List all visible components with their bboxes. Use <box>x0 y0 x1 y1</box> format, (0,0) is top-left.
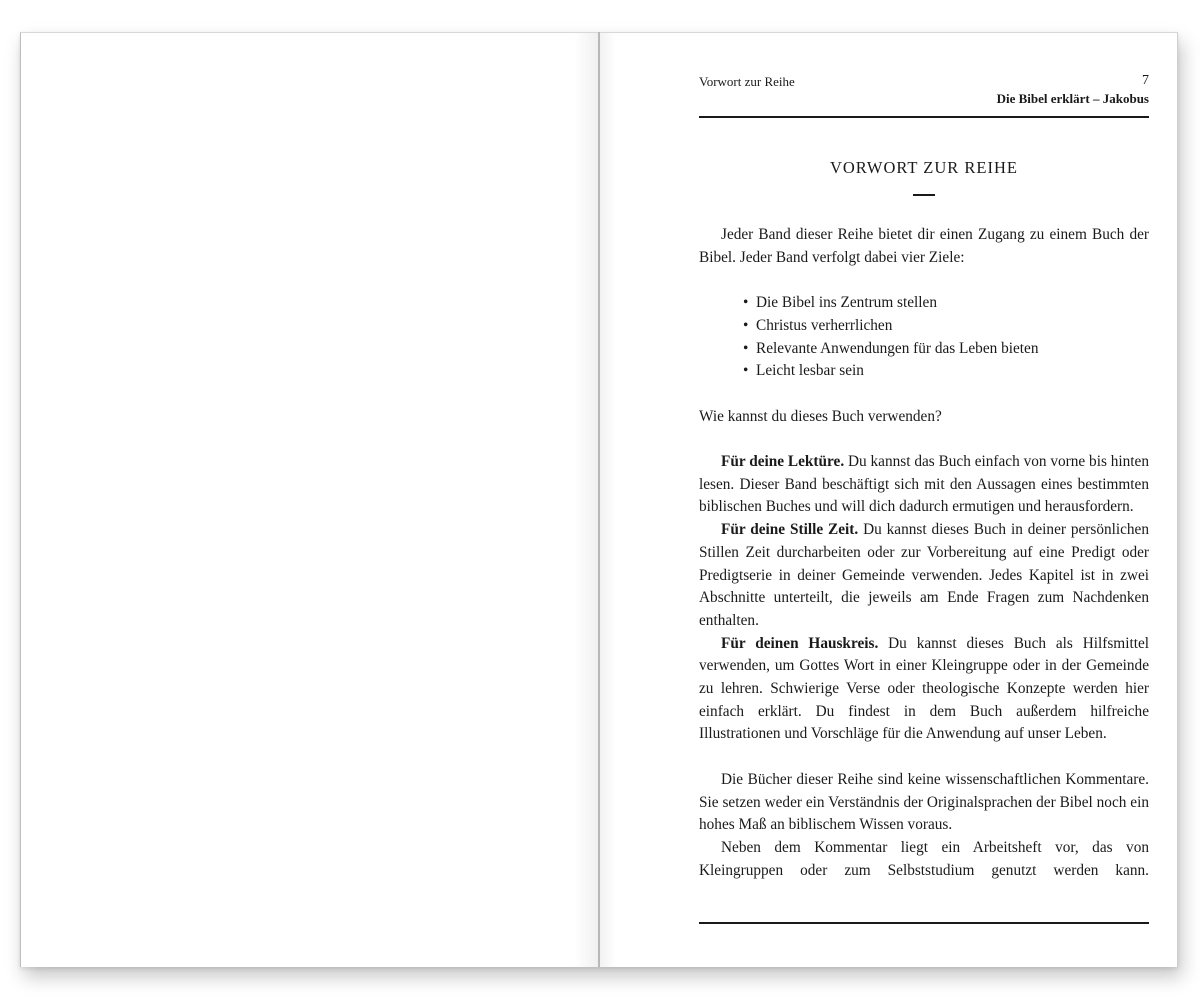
right-page-gutter-shadow <box>600 33 616 967</box>
bullet-icon: • <box>743 316 749 334</box>
paragraph-spacer <box>699 383 1149 406</box>
left-page <box>20 32 598 967</box>
header-rule <box>699 116 1149 118</box>
goals-list <box>699 292 1149 383</box>
paragraph-spacer <box>699 428 1149 451</box>
book-spread <box>20 32 1178 967</box>
goal-item <box>743 315 1149 338</box>
goal-text: Leicht lesbar sein <box>756 362 864 380</box>
paragraph-spacer <box>699 746 1149 769</box>
goal-text: Relevante Anwendungen für das Leben bieten <box>756 339 1039 357</box>
running-head-section: Vorwort zur Reihe <box>699 74 795 89</box>
goal-item <box>743 292 1149 315</box>
goal-item <box>743 360 1149 383</box>
running-head <box>699 73 1149 113</box>
left-page-gutter-shadow <box>574 33 598 967</box>
bullet-icon: • <box>743 362 749 380</box>
use-text: Du kannst dieses Buch als Hilfsmittel verwenden, um Gottes Wort in einer Kleingruppe oder in der Gemeinde zu lehren. Schwierige Verse oder theologische Konzepte werden hier einfach erklärt. Du findest in dem Buch außerdem hilfreiche Illustrationen und Vorschläge für die Anwendung auf unser Leben. <box>699 634 1149 743</box>
intro-paragraph: Jeder Band dieser Reihe bietet dir einen Zugang zu einem Buch der Bibel. Jeder Band verfolgt dabei vier Ziele: <box>699 226 1149 266</box>
title-ornament-dash <box>913 194 935 196</box>
question-paragraph: Wie kannst du dieses Buch verwenden? <box>699 407 942 425</box>
bullet-icon: • <box>743 294 749 312</box>
use-heading: Für deine Stille Zeit. <box>721 521 859 539</box>
goal-text: Christus verherrlichen <box>756 316 893 334</box>
right-page <box>600 32 1178 967</box>
use-heading: Für deinen Hauskreis. <box>721 634 879 652</box>
bullet-icon: • <box>743 339 749 357</box>
use-text: Du kannst dieses Buch in deiner persönlichen Stillen Zeit durcharbeiten oder zur Vorbereitung auf eine Predigt oder Predigtserie in deiner Gemeinde verwenden. Jedes Kapitel ist in zwei Abschnitte unterteilt, die jeweils am Ende Fragen zum Nachdenken enthalten. <box>699 521 1149 629</box>
goal-text: Die Bibel ins Zentrum stellen <box>756 294 937 312</box>
use-paragraph-quiet-time <box>699 519 1149 633</box>
closing-paragraph: Neben dem Kommentar liegt ein Arbeitsheft vor, das von Kleingruppen oder zum Selbststudium genutzt werden kann. <box>699 838 1149 879</box>
use-heading: Für deine Lektüre. <box>721 452 845 470</box>
body-text <box>699 224 1149 882</box>
use-text: Du kannst das Buch einfach von vorne bis hinten lesen. Dieser Band beschäftigt sich mit den Aussagen eines bestimmten biblischen Buches und will dich dadurch ermutigen und herausfordern. <box>699 452 1149 516</box>
goal-item <box>743 338 1149 361</box>
closing-paragraph: Die Bücher dieser Reihe sind keine wissenschaftlichen Kommentare. Sie setzen weder ein Verständnis der Originalsprachen der Bibel noch ein hohes Maß an biblischem Wissen voraus. <box>699 770 1149 834</box>
chapter-title: VORWORT ZUR REIHE <box>829 158 1019 177</box>
use-paragraph-reading <box>699 451 1149 519</box>
page-number: 7 <box>1142 73 1149 88</box>
footer-rule <box>699 922 1149 924</box>
paragraph-spacer <box>699 269 1149 292</box>
use-paragraph-home-group <box>699 633 1149 747</box>
running-head-book-title: Die Bibel erklärt – Jakobus <box>996 91 1149 106</box>
